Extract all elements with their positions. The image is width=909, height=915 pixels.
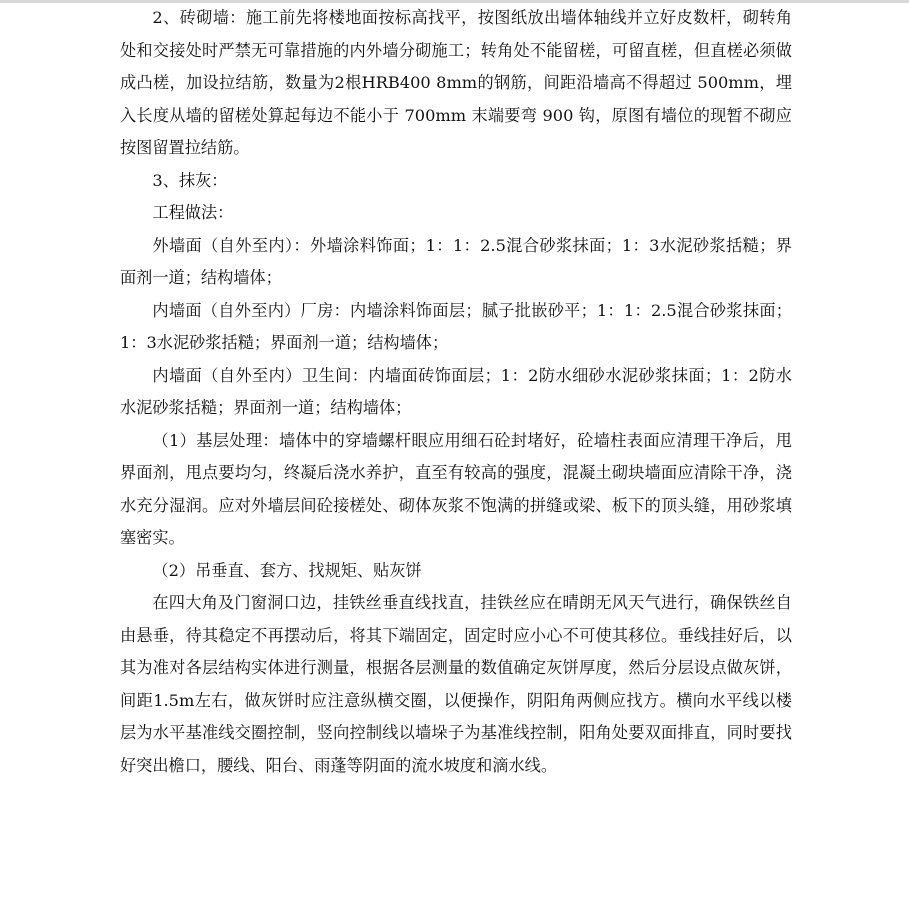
paragraph-interior-wall-plant: 内墙面（自外至内）厂房：内墙涂料饰面层；腻子批嵌砂平；1：1：2.5混合砂浆抹面；1：3水泥砂浆括糙；界面剂一道；结构墙体；: [120, 300, 792, 352]
paragraph-plumb-procedure: 在四大角及门窗洞口边，挂铁丝垂直线找直，挂铁丝应在晴朗无风天气进行，确保铁丝自由悬垂，待其稳定不再摆动后，将其下端固定，固定时应小心不可使其移位。垂线挂好后，以其为准对各层结构实体进行测量，根据各层测量的数值确定灰饼厚度，然后分层设点做灰饼，间距1.5m左右，做灰饼时应注意纵横交圈，以便操作，阴阳角两侧应找方。横向水平线以楼层为水平基准线交圈控制，竖向控制线以墙垛子为基准线控制，阳角处要双面排直，同时要找好突出檐口，腰线、阳台、雨蓬等阴面的流水坡度和滴水线。: [120, 593, 792, 775]
heading-plastering: 3、抹灰：: [152, 170, 228, 190]
paragraph-interior-wall-toilet: 内墙面（自外至内）卫生间：内墙面砖饰面层；1：2防水细砂水泥砂浆抹面；1：2防水水泥砂浆括糙；界面剂一道；结构墙体；: [120, 365, 792, 417]
paragraph-exterior-wall: 外墙面（自外至内）：外墙涂料饰面；1：1：2.5混合砂浆抹面；1：3水泥砂浆括糙；界面剂一道；结构墙体；: [120, 235, 792, 287]
heading-plumb-square: （2）吊垂直、套方、找规矩、贴灰饼: [152, 560, 422, 580]
document-page: [120, 2, 792, 782]
paragraph-base-treatment: （1）基层处理：墙体中的穿墙螺杆眼应用细石砼封堵好，砼墙柱表面应清理干净后，甩界面剂，甩点要均匀，终凝后浇水养护，直至有较高的强度，混凝土砌块墙面应清除干净，浇水充分湿润。应对外墙层间砼接槎处、砌体灰浆不饱满的拼缝或梁、板下的顶头缝，用砂浆填塞密实。: [120, 430, 792, 547]
heading-engineering-method: 工程做法：: [152, 203, 234, 222]
paragraph-brick-wall: 2、砖砌墙：施工前先将楼地面按标高找平，按图纸放出墙体轴线并立好皮数杆，砌转角处和交接处时严禁无可靠措施的内外墙分砌施工；转角处不能留槎，可留直槎，但直槎必须做成凸槎，加设拉结筋，数量为2根HRB400 8mm的钢筋，间距沿墙高不得超过 500mm，埋入长度从墙的留槎处算起每边不能小于 700mm 末端要弯 900 钩，原图有墙位的现暂不砌应按图留置拉结筋。: [120, 8, 792, 157]
